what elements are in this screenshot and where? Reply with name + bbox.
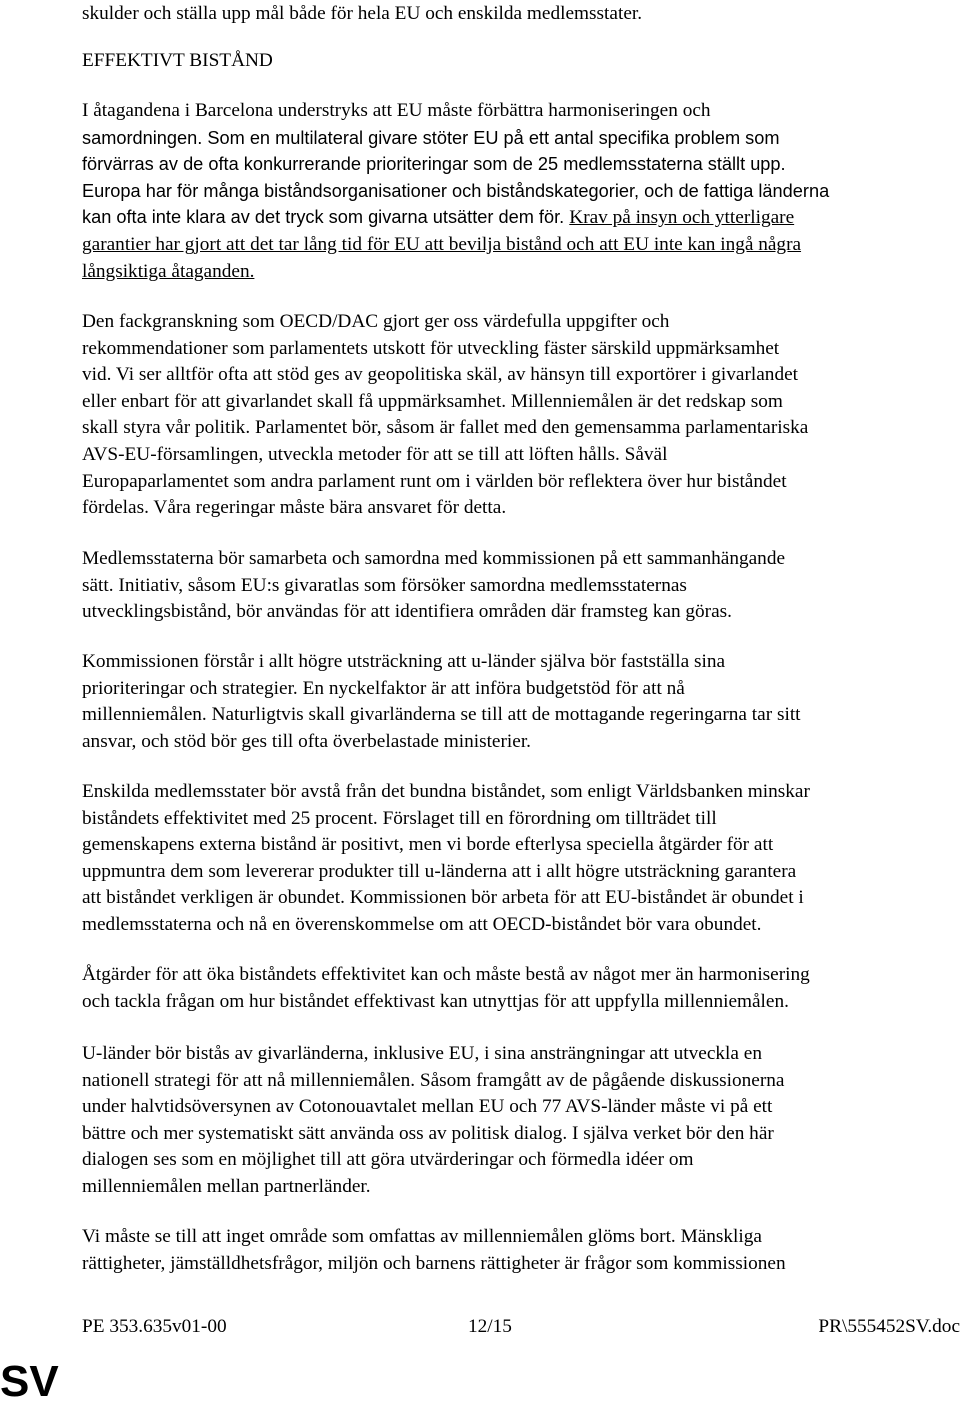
paragraph-no-area-forgotten <box>82 1224 786 1277</box>
text-line: bättre och mer systematiskt sätt använda oss av politisk dialog. I själva verket bör den här <box>82 1122 774 1144</box>
underlined-text-line: långsiktiga åtaganden. <box>82 260 255 282</box>
file-name: PR\555452SV.doc <box>818 1316 960 1337</box>
text-line: rättigheter, jämställdhetsfrågor, miljön och barnens rättigheter är frågor som kommissionen <box>82 1252 786 1274</box>
text-line: rekommendationer som parlamentets utskott för utveckling fäster särskild uppmärksamhet <box>82 337 780 359</box>
text-line: uppmuntra dem som levererar produkter till u-länderna att i allt högre utsträckning garantera <box>82 860 797 882</box>
page-number: 12/15 <box>468 1316 512 1337</box>
text-line: Vi måste se till att inget område som omfattas av millenniemålen glöms bort. Mänskliga <box>82 1226 762 1247</box>
text-line: eller enbart för att givarlandet skall få uppmärksamhet. Millenniemålen är det redskap som <box>82 390 783 412</box>
text-line: fördelas. Våra regeringar måste bära ansvaret för detta. <box>82 497 507 519</box>
text-line: U-länder bör bistås av givarländerna, inklusive EU, i sina ansträngningar att utveckla en <box>82 1043 762 1064</box>
page-footer <box>82 1313 960 1341</box>
text-line: Åtgärder för att öka biståndets effektivitet kan och måste bestå av något mer än harmonisering <box>82 964 810 985</box>
text-line: I åtagandena i Barcelona understryks att EU måste förbättra harmoniseringen och <box>82 100 711 121</box>
paragraph-developing-countries <box>82 1041 784 1201</box>
text-line: skall styra vår politik. Parlamentet bör, såsom är fallet med den gemensamma parlamentariska <box>82 417 809 439</box>
text-line: prioriteringar och strategier. En nyckelfaktor är att införa budgetstöd för att nå <box>82 677 685 699</box>
text-line: biståndets effektivitet med 25 procent. Förslaget till en förordning om tillträdet till <box>82 807 717 829</box>
text-line: Europa har för många biståndsorganisationer och biståndskategorier, och de fattiga länderna <box>82 180 830 201</box>
text-line: millenniemålen. Naturligtvis skall givarländerna se till att de mottagande regeringarna tar sitt <box>82 704 801 726</box>
text-line: millenniemålen mellan partnerländer. <box>82 1175 371 1197</box>
paragraph-tied-aid <box>82 779 810 939</box>
document-reference: PE 353.635v01-00 <box>82 1316 227 1337</box>
text-line: medlemsstaterna och nå en överenskommelse om att OECD-biståndet bör vara obundet. <box>82 913 762 935</box>
paragraph-oecd-dac <box>82 309 808 522</box>
paragraph-commission <box>82 649 801 755</box>
text-line: att biståndet verkligen är obundet. Kommissionen bör arbeta för att EU-biståndet är obundet i <box>82 887 804 909</box>
text-line: under halvtidsöversynen av Cotonouavtalet mellan EU och 77 AVS-länder måste vi på ett <box>82 1096 773 1118</box>
text-line: Europaparlamentet som andra parlament runt om i världen bör reflektera över hur biståndet <box>82 470 787 492</box>
underlined-text: Krav på insyn och ytterligare <box>569 207 795 229</box>
text-line: samordningen. Som en multilateral givare stöter EU på ett antal specifika problem som <box>82 127 780 148</box>
text-line: ansvar, och stöd bör ges till ofta överbelastade ministerier. <box>82 730 531 752</box>
text-line: Den fackgranskning som OECD/DAC gjort ger oss värdefulla uppgifter och <box>82 311 670 332</box>
text-line: skulder och ställa upp mål både för hela EU och enskilda medlemsstater. <box>82 3 643 24</box>
paragraph-member-states <box>82 546 785 626</box>
paragraph-barcelona <box>82 98 829 285</box>
language-code: SV <box>0 1357 59 1406</box>
text-line: vid. Vi ser alltför ofta att stöd ges av geopolitiska skäl, av hänsyn till exportörer i givarlandet <box>82 364 799 386</box>
paragraph-intro-tail <box>82 1 642 28</box>
text-line: Medlemsstaterna bör samarbeta och samordna med kommissionen på ett sammanhängande <box>82 548 786 569</box>
text-line: AVS-EU-församlingen, utveckla metoder för att se till att löften hålls. Såväl <box>82 443 668 465</box>
paragraph-effectiveness <box>82 962 810 1015</box>
text-line: sätt. Initiativ, såsom EU:s givaratlas som försöker samordna medlemsstaternas <box>82 574 687 596</box>
text-line: Kommissionen förstår i allt högre utsträckning att u-länder själva bör fastställa sina <box>82 651 726 672</box>
text-line: kan ofta inte klara av det tryck som givarna utsätter dem för. Krav på insyn och ytterligare <box>82 207 795 229</box>
section-heading-text: EFFEKTIVT BISTÅND <box>82 50 273 71</box>
section-heading <box>82 48 273 75</box>
text-line: utvecklingsbistånd, bör användas för att identifiera områden där framsteg kan göras. <box>82 601 732 623</box>
text-line: och tackla frågan om hur biståndet effektivast kan utnyttjas för att uppfylla millenniemålen. <box>82 990 789 1012</box>
text-line: förvärras av de ofta konkurrerande prioriteringar som de 25 medlemsstaterna ställt upp. <box>82 154 786 175</box>
text-line: nationell strategi för att nå millenniemålen. Såsom framgått av de pågående diskussionerna <box>82 1069 785 1091</box>
text-line: Enskilda medlemsstater bör avstå från det bundna biståndet, som enligt Världsbanken minskar <box>82 781 810 802</box>
underlined-text-line: garantier har gjort att det tar lång tid för EU att bevilja bistånd och att EU inte kan ingå några <box>82 233 802 255</box>
text-line: dialogen ses som en möjlighet till att göra utvärderingar och förmedla idéer om <box>82 1149 694 1171</box>
text-line: gemenskapens externa bistånd är positivt, men vi borde efterlysa speciella åtgärder för att <box>82 834 774 856</box>
